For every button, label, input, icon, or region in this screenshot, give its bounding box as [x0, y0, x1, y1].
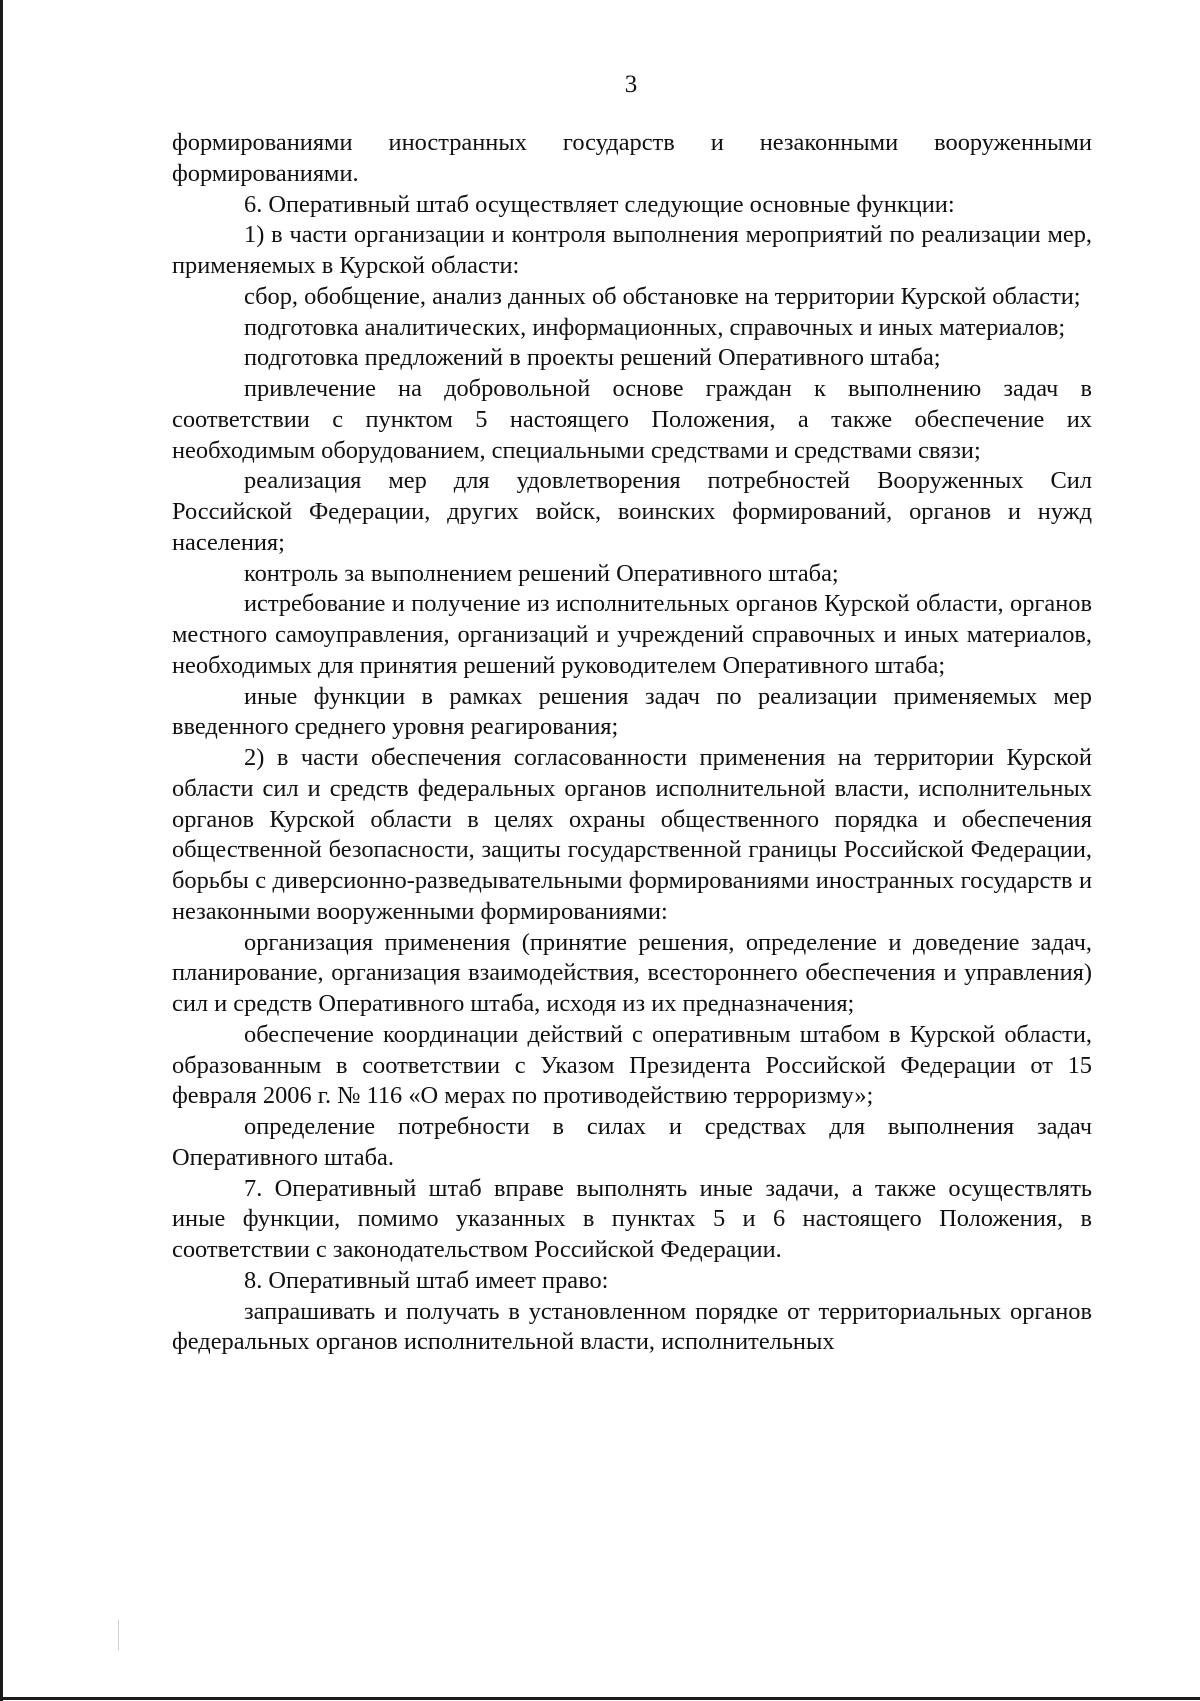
scan-artifact	[118, 1620, 119, 1650]
paragraph: сбор, обобщение, анализ данных об обстановке на территории Курской области;	[244, 282, 1081, 310]
scan-left-edge	[0, 0, 3, 1701]
paragraph: организация применения (принятие решения, определение и доведение задач, планирование, организация взаимодействия, всестороннего обеспечения и управления) сил и средств Оперативного штаба, исходя из их предназначения;	[172, 928, 1092, 1017]
paragraph: формированиями иностранных государств и незаконными вооруженными формированиями.	[172, 129, 1092, 187]
paragraph: обеспечение координации действий с оперативным штабом в Курской области, образованным в соответствии с Указом Президента Российской Федерации от 15 февраля 2006 г. № 116 «О мерах по противодействию терроризму»;	[172, 1020, 1092, 1110]
paragraph: привлечение на добровольной основе граждан к выполнению задач в соответствии с пунктом 5 настоящего Положения, а также обеспечение их необходимым оборудованием, специальными средствами и средствами связи;	[172, 375, 1092, 464]
paragraph: запрашивать и получать в установленном порядке от территориальных органов федеральных органов исполнительной власти, исполнительных	[172, 1297, 1092, 1356]
page-number: 3	[624, 71, 638, 98]
paragraph: контроль за выполнением решений Оперативного штаба;	[244, 559, 839, 587]
document-body	[172, 128, 1092, 1358]
paragraph: 8. Оперативный штаб имеет право:	[244, 1266, 609, 1294]
paragraph: реализация мер для удовлетворения потребностей Вооруженных Сил Российской Федерации, других войск, воинских формирований, органов и нужд населения;	[172, 467, 1092, 556]
paragraph: определение потребности в силах и средствах для выполнения задач Оперативного штаба.	[172, 1113, 1092, 1171]
paragraph: 2) в части обеспечения согласованности применения на территории Курской области сил и средств федеральных органов исполнительной власти, исполнительных органов Курской области в целях охраны общественного порядка и обеспечения общественной безопасности, защиты государственной границы Российской Федерации, борьбы с диверсионно-разведывательными формированиями иностранных государств и незаконными вооруженными формированиями:	[172, 744, 1092, 925]
paragraph: истребование и получение из исполнительных органов Курской области, органов местного самоуправления, организаций и учреждений справочных и иных материалов, необходимых для принятия решений руководителем Оперативного штаба;	[172, 590, 1092, 679]
paragraph: подготовка аналитических, информационных, справочных и иных материалов;	[244, 313, 1066, 341]
paragraph: иные функции в рамках решения задач по реализации применяемых мер введенного среднего уровня реагирования;	[172, 682, 1092, 741]
paragraph: подготовка предложений в проекты решений Оперативного штаба;	[244, 344, 941, 372]
paragraph: 7. Оперативный штаб вправе выполнять иные задачи, а также осуществлять иные функции, помимо указанных в пунктах 5 и 6 настоящего Положения, в соответствии с законодательством Российской Федерации.	[172, 1174, 1092, 1263]
scan-bottom-edge	[0, 1697, 1200, 1700]
paragraph: 1) в части организации и контроля выполнения мероприятий по реализации мер, применяемых в Курской области:	[172, 221, 1092, 279]
paragraph: 6. Оперативный штаб осуществляет следующие основные функции:	[244, 190, 955, 218]
